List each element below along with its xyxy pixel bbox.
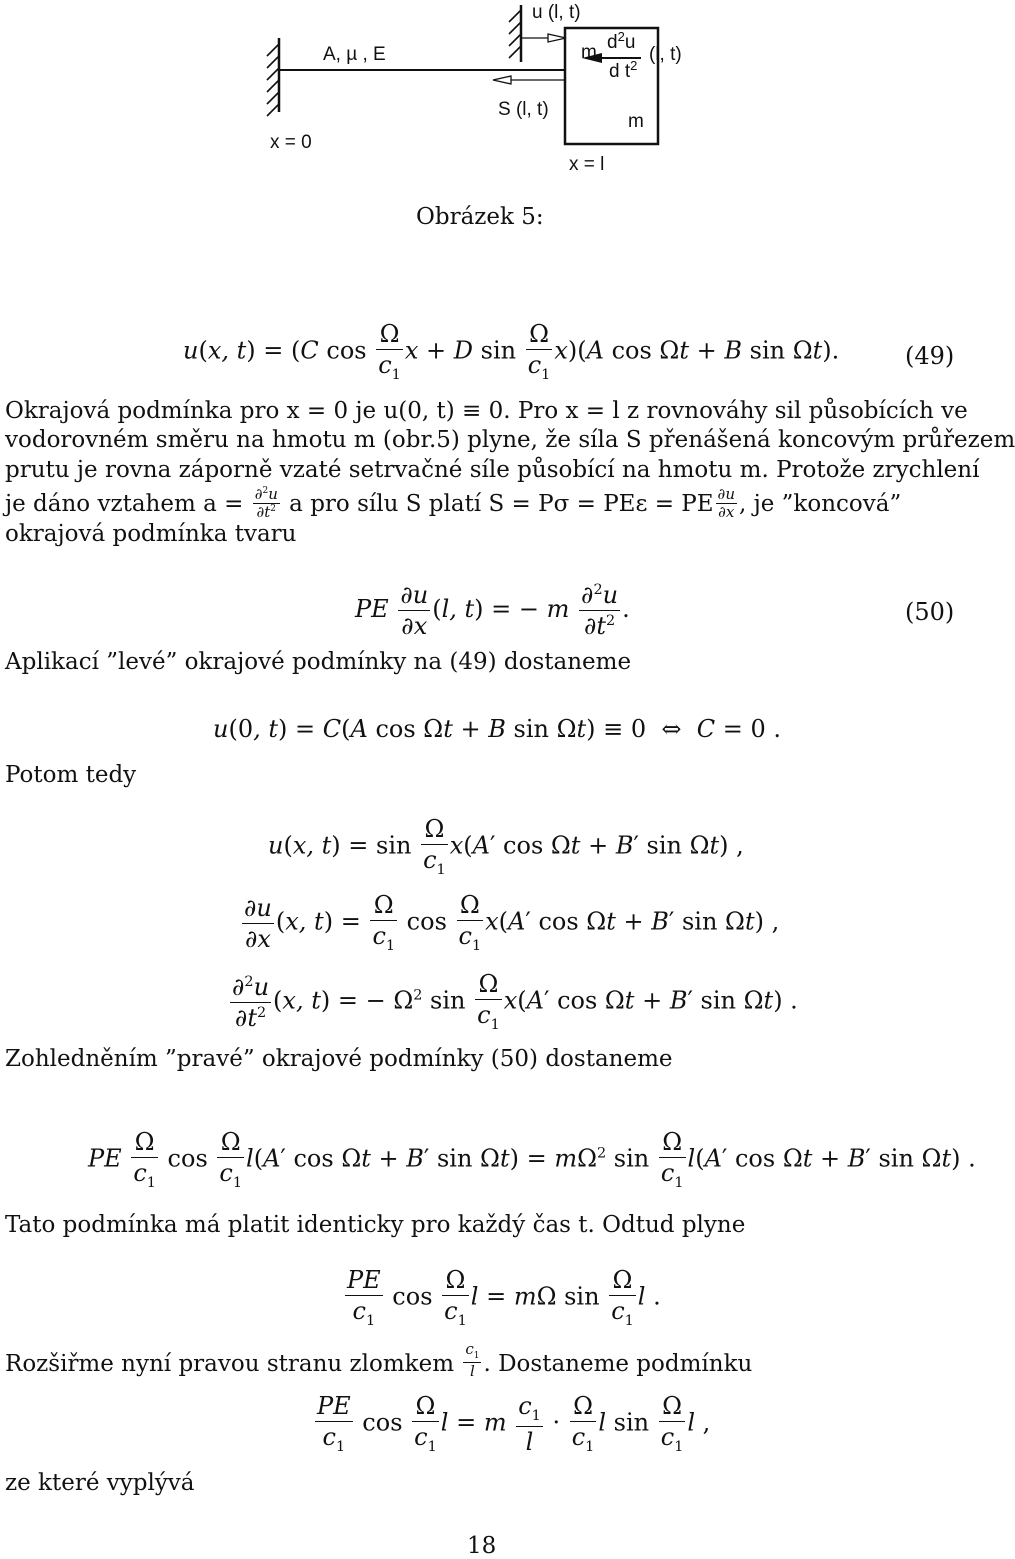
inertia-den-label: d $t^2$ [609,58,638,82]
figure-5-diagram [0,0,960,200]
mass-label: m [628,111,644,132]
equation-right-boundary: PE $\frac{\Omega}{c_1}$ cos $\frac{\Omega}{c_1}$ l(A′ cos Ωt + B′ $\sin \Omega t) = m\Omega^2$ sin $\frac{\Omega}{c_1}$ l(A′ cos Ωt + B′ sin Ωt) . [88,1128,976,1191]
inertia-coef-label: m [581,42,597,63]
paragraph-line-1: Okrajová podmínka pro x = 0 je u(0, t) ≡ 0. Pro x = l z rovnováhy sil působících ve [5,398,968,424]
equation-49: u(x, t) = (C cos $\frac{\Omega}{c_1}$ x + D sin $\frac{\Omega}{c_1}$ x)(A cos Ωt + B sin Ωt). [183,320,840,383]
text-zohlednenim: Zohledněním ”pravé” okrajové podmínky (50) dostaneme [5,1046,673,1072]
equation-49-number: (49) [905,342,955,370]
equation-frequency: $\frac{PE}{c_1}$ cos $\frac{\Omega}{c_1}$ l = mΩ sin $\frac{\Omega}{c_1}$ l . [347,1266,661,1329]
paragraph-line-3: prutu je rovna záporně vzaté setrvačné síle působící na hmotu m. Protože zrychlení [5,457,980,483]
text-ze-ktere: ze které vyplývá [5,1470,195,1496]
equation-50-number: (50) [905,598,955,626]
inertia-num-label: $d^2u$ [607,29,636,53]
paragraph-line-4: je dáno vztahem a = $\frac{\partial^2u}{\partial t^2}$ a pro sílu S platí S = Pσ = PEε = PE $\frac{\partial u}{\partial x}$ , je ”koncová” [5,485,902,521]
text-tato-podminka: Tato podmínka má platit identicky pro každý čas t. Odtud plyne [5,1212,746,1238]
equation-du-dx: $\frac{\partial u}{\partial x}$ (x, t) = $\frac{\Omega}{c_1}$ cos $\frac{\Omega}{c_1}$ x(A′ cos Ωt + B′ sin Ωt) , [244,891,780,954]
page-number: 18 [467,1533,497,1559]
text-potom-tedy: Potom tedy [5,762,137,788]
force-label: S (l, t) [498,99,549,120]
equation-u: u(x, t) = sin $\frac{\Omega}{c_1}$ x(A′ cos Ωt + B′ sin Ωt) , [268,815,744,878]
material-label: A, µ , E [323,44,386,65]
equation-boundary-left: u(0, t) = C(A cos Ωt + B sin Ωt) ≡ 0 ⇔ C = 0 . [213,715,782,743]
equation-d2u-dt2: $\frac{\partial^2u}{\partial t^2}$ (x, t) = − $\Omega^2$ sin $\frac{\Omega}{c_1}$ x(A′ cos Ωt + B′ sin Ωt) . [232,970,798,1033]
paragraph-line-5: okrajová podmínka tvaru [5,521,297,547]
inertia-args-label: (l, t) [649,44,682,65]
equation-50: PE $\frac{\partial u}{\partial x}$ (l, t) = − m $\frac{\partial^2u}{\partial t^2}$ . [355,581,630,640]
text-aplikaci: Aplikací ”levé” okrajové podmínky na (49) dostaneme [5,649,632,675]
end-label: x = l [569,154,605,175]
equation-expanded: $\frac{PE}{c_1}$ cos $\frac{\Omega}{c_1}$ l = m $\frac{c_1}{l}$ · $\frac{\Omega}{c_1}$ l sin $\frac{\Omega}{c_1}$ l , [317,1392,711,1457]
displacement-label: u (l, t) [532,2,581,23]
figure-caption: Obrázek 5: [416,204,544,230]
paragraph-line-2: vodorovném směru na hmotu m (obr.5) plyne, že síla S přenášená koncovým průřezem [5,427,1015,453]
origin-label: x = 0 [270,132,312,153]
text-rozsirme: Rozšiřme nyní pravou stranu zlomkem $\frac{c_1}{l}$ . Dostaneme podmínku [5,1340,753,1380]
